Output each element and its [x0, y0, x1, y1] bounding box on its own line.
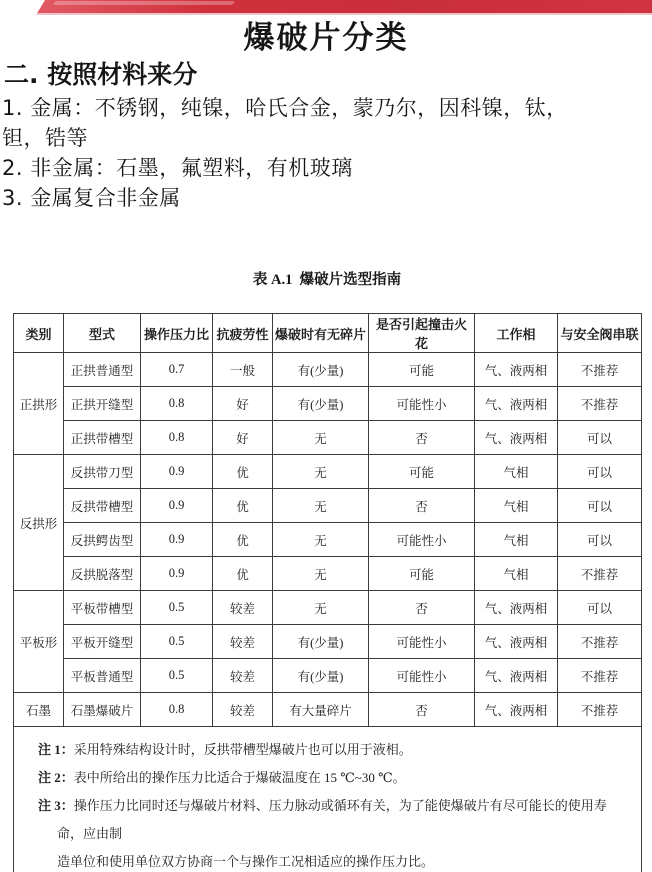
- table-row: [14, 659, 642, 693]
- table-cell: 正拱带槽型: [64, 421, 141, 455]
- table-notes: [14, 727, 642, 872]
- table-cell: 较差: [213, 625, 273, 659]
- body-line-1: 1. 金属：不锈钢，纯镍，哈氏合金，蒙乃尔，因科镍，钛，: [2, 96, 568, 120]
- category-cell: 石墨: [14, 693, 64, 727]
- table-cell: 有(少量): [273, 387, 369, 421]
- table-cell: 无: [273, 489, 369, 523]
- table-cell: 反拱带槽型: [64, 489, 141, 523]
- table-cell: 否: [369, 489, 475, 523]
- table-cell: 优: [213, 455, 273, 489]
- table-cell: 不推荐: [558, 387, 642, 421]
- table-cell: 0.5: [141, 625, 213, 659]
- column-header: 类别: [14, 314, 64, 353]
- note-text: 造单位和使用单位双方协商一个与操作工况相适应的操作压力比。: [57, 854, 435, 869]
- table-row: [14, 591, 642, 625]
- category-cell: 平板形: [14, 591, 64, 693]
- note-text: 操作压力比同时还与爆破片材料、压力脉动或循环有关，为了能使爆破片有尽可能长的使用寿命，应由制: [57, 798, 607, 841]
- table-row: [14, 387, 642, 421]
- table-row: [14, 557, 642, 591]
- banner-highlight-streak: [53, 1, 236, 5]
- category-cell: 反拱形: [14, 455, 64, 591]
- table-cell: 0.7: [141, 353, 213, 387]
- column-header: 爆破时有无碎片: [273, 314, 369, 353]
- table-cell: 0.9: [141, 557, 213, 591]
- table-notes-row: [14, 727, 642, 872]
- column-header: 与安全阀串联: [558, 314, 642, 353]
- note-text: 表中所给出的操作压力比适合于爆破温度在 15 ℃~30 ℃。: [73, 770, 406, 785]
- table-cell: 石墨爆破片: [64, 693, 141, 727]
- table-row: [14, 625, 642, 659]
- selection-table-body: [14, 353, 642, 727]
- table-cell: 一般: [213, 353, 273, 387]
- page-title: 爆破片分类: [243, 20, 409, 56]
- table-cell: 否: [369, 693, 475, 727]
- table-cell: 0.9: [141, 523, 213, 557]
- selection-table-header-row: [14, 314, 642, 353]
- table-cell: 气、液两相: [475, 693, 558, 727]
- table-cell: 无: [273, 557, 369, 591]
- table-cell: 平板带槽型: [64, 591, 141, 625]
- table-cell: 好: [213, 387, 273, 421]
- column-header: 型式: [64, 314, 141, 353]
- top-red-banner: [36, 0, 652, 15]
- table-cell: 可以: [558, 523, 642, 557]
- table-row: [14, 421, 642, 455]
- table-cell: 气、液两相: [475, 353, 558, 387]
- table-cell: 0.8: [141, 421, 213, 455]
- section-body: [2, 93, 652, 213]
- table-cell: 否: [369, 591, 475, 625]
- section-heading: 二. 按照材料来分: [4, 60, 198, 89]
- note-label: 注 2：: [38, 770, 74, 785]
- table-cell: 可能性小: [369, 523, 475, 557]
- table-cell: 较差: [213, 659, 273, 693]
- table-row: [14, 353, 642, 387]
- table-cell: 不推荐: [558, 693, 642, 727]
- table-cell: 不推荐: [558, 557, 642, 591]
- table-cell: 可以: [558, 489, 642, 523]
- table-cell: 气相: [475, 489, 558, 523]
- table-cell: 有(少量): [273, 659, 369, 693]
- table-cell: 不推荐: [558, 353, 642, 387]
- table-cell: 较差: [213, 693, 273, 727]
- table-note: [38, 792, 631, 872]
- table-cell: 气相: [475, 523, 558, 557]
- table-cell: 0.9: [141, 455, 213, 489]
- table-cell: 可以: [558, 455, 642, 489]
- table-cell: 否: [369, 421, 475, 455]
- table-cell: 平板普通型: [64, 659, 141, 693]
- table-cell: 不推荐: [558, 625, 642, 659]
- table-cell: 不推荐: [558, 659, 642, 693]
- table-cell: 可能: [369, 557, 475, 591]
- table-cell: 反拱鳄齿型: [64, 523, 141, 557]
- table-cell: 0.8: [141, 693, 213, 727]
- table-row: [14, 693, 642, 727]
- table-cell: 正拱普通型: [64, 353, 141, 387]
- table-cell: 0.5: [141, 591, 213, 625]
- table-note: [38, 736, 631, 764]
- table-cell: 无: [273, 421, 369, 455]
- column-header: 操作压力比: [141, 314, 213, 353]
- table-row: [14, 489, 642, 523]
- table-cell: 有(少量): [273, 625, 369, 659]
- table-cell: 可能: [369, 455, 475, 489]
- table-cell: 0.8: [141, 387, 213, 421]
- table-note: [38, 764, 631, 792]
- table-caption: 表 A.1 爆破片选型指南: [252, 272, 402, 288]
- table-cell: 气、液两相: [475, 659, 558, 693]
- table-row: [14, 523, 642, 557]
- table-cell: 0.9: [141, 489, 213, 523]
- table-cell: 无: [273, 523, 369, 557]
- column-header: 抗疲劳性: [213, 314, 273, 353]
- table-cell: 无: [273, 591, 369, 625]
- column-header: 工作相: [475, 314, 558, 353]
- table-cell: 可能: [369, 353, 475, 387]
- table-row: [14, 455, 642, 489]
- table-cell: 反拱脱落型: [64, 557, 141, 591]
- table-cell: 气相: [475, 557, 558, 591]
- body-line-4: 3. 金属复合非金属: [2, 186, 181, 210]
- table-cell: 有大量碎片: [273, 693, 369, 727]
- table-cell: 气、液两相: [475, 421, 558, 455]
- selection-table: [13, 313, 642, 872]
- table-cell: 正拱开缝型: [64, 387, 141, 421]
- note-label: 注 1：: [38, 742, 74, 757]
- note-text: 采用特殊结构设计时，反拱带槽型爆破片也可以用于液相。: [73, 742, 412, 757]
- table-cell: 优: [213, 489, 273, 523]
- table-cell: 气、液两相: [475, 625, 558, 659]
- table-cell: 0.5: [141, 659, 213, 693]
- category-cell: 正拱形: [14, 353, 64, 455]
- table-cell: 平板开缝型: [64, 625, 141, 659]
- table-cell: 气相: [475, 455, 558, 489]
- note-label: 注 3：: [38, 798, 74, 813]
- table-cell: 较差: [213, 591, 273, 625]
- table-cell: 可以: [558, 591, 642, 625]
- table-cell: 有(少量): [273, 353, 369, 387]
- table-cell: 可能性小: [369, 625, 475, 659]
- table-cell: 反拱带刀型: [64, 455, 141, 489]
- table-cell: 可以: [558, 421, 642, 455]
- table-cell: 优: [213, 557, 273, 591]
- body-line-3: 2. 非金属：石墨，氟塑料，有机玻璃: [2, 156, 353, 180]
- table-cell: 气、液两相: [475, 591, 558, 625]
- body-line-2: 钽，锆等: [2, 126, 88, 150]
- column-header: 是否引起撞击火花: [369, 314, 475, 353]
- table-cell: 无: [273, 455, 369, 489]
- table-cell: 可能性小: [369, 659, 475, 693]
- table-cell: 好: [213, 421, 273, 455]
- table-cell: 气、液两相: [475, 387, 558, 421]
- table-cell: 优: [213, 523, 273, 557]
- table-cell: 可能性小: [369, 387, 475, 421]
